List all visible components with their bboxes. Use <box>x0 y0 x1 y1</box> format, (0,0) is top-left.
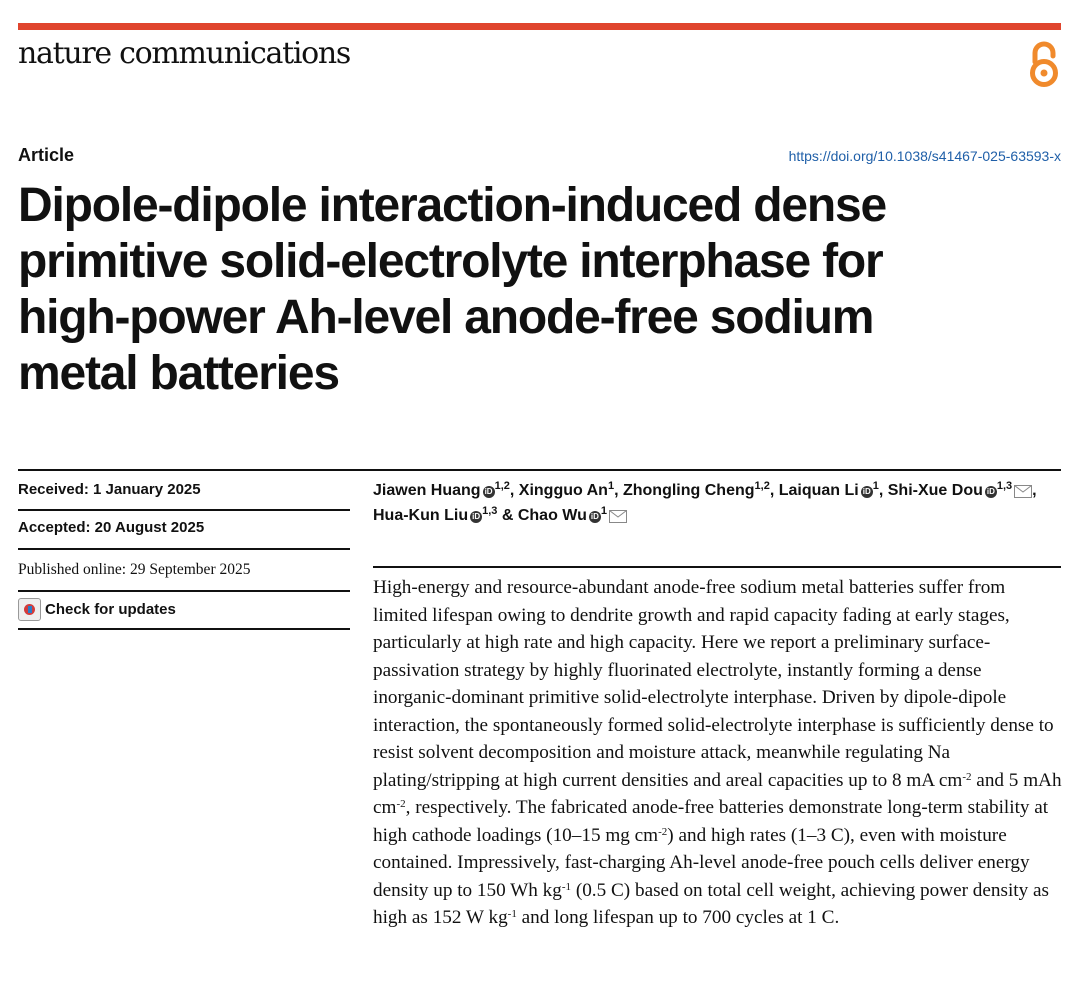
article-title <box>18 178 1058 402</box>
journal-name: nature communications <box>18 36 351 71</box>
author-name: Laiquan Li <box>778 482 859 499</box>
title-line: primitive solid-electrolyte interphase for <box>18 235 883 288</box>
author-separator: , <box>614 482 619 499</box>
article-type: Article <box>18 145 75 165</box>
open-access-icon <box>1026 40 1062 88</box>
author[interactable] <box>519 482 619 499</box>
author-separator: , <box>1032 482 1037 499</box>
check-updates-icon <box>18 598 41 621</box>
author[interactable] <box>518 507 627 524</box>
check-updates-label: Check for updates <box>45 601 176 618</box>
published-date: Published online: 29 September 2025 <box>18 561 251 578</box>
orcid-icon[interactable]: iD <box>862 487 871 496</box>
author-name: Xingguo An <box>518 482 608 499</box>
divider <box>18 469 1061 471</box>
author-name: Hua-Kun Liu <box>373 507 469 524</box>
orcid-icon[interactable]: iD <box>590 512 599 521</box>
divider <box>18 628 350 630</box>
doi-link[interactable]: https://doi.org/10.1038/s41467-025-63593-x <box>788 148 1061 164</box>
author-name: Shi-Xue Dou <box>887 482 983 499</box>
email-icon[interactable] <box>609 510 627 523</box>
author-name: Jiawen Huang <box>373 482 481 499</box>
orcid-icon[interactable]: iD <box>472 512 481 521</box>
divider <box>373 566 1061 568</box>
check-for-updates-button[interactable] <box>18 598 176 621</box>
author[interactable] <box>373 507 513 524</box>
title-line: Dipole-dipole interaction-induced dense <box>18 179 886 232</box>
divider <box>18 548 350 550</box>
author-name: Zhongling Cheng <box>622 482 755 499</box>
author-separator: & <box>497 507 514 524</box>
author-affiliation: 1 <box>872 480 879 492</box>
header-accent-bar <box>18 23 1061 30</box>
accepted-date: Accepted: 20 August 2025 <box>18 519 205 536</box>
divider <box>18 590 350 592</box>
abstract: High-energy and resource-abundant anode-free sodium metal batteries suffer from limited lifespan owing to dendrite growth and rapid capacity fading at early stages, particularly at high rate and high capacity. Here we report a preliminary surface-passivation strategy by highly fluorinated electrolyte, instantly forming a dense inorganic-dominant primitive solid-electrolyte interphase. Driven by dipole-dipole interaction, the spontaneously formed solid-electrolyte interphase is sufficiently dense to resist solvent decomposition and moisture attack, meanwhile regulating Na plating/stripping at high current densities and areal capacities up to 8 mA $cm^{-2}$ and 5 mAh $cm^{-2}$, respectively. The fabricated anode-free batteries demonstrate long-term stability at high cathode loadings (10–15 mg $cm^{-2}$) and high rates (1–3 C), even with moisture contained. Impressively, fast-charging Ah-level anode-free pouch cells deliver energy density up to 150 Wh $kg^{-1}$ (0.5 C) based on total cell weight, achieving power density as high as 152 W $kg^{-1}$ and long lifespan up to 700 cycles at 1 C. <box>373 577 1062 928</box>
email-icon[interactable] <box>1014 485 1032 498</box>
title-line: high-power Ah-level anode-free sodium <box>18 291 874 344</box>
author-name: Chao Wu <box>517 507 587 524</box>
author-separator: , <box>878 482 884 499</box>
author[interactable] <box>373 482 514 499</box>
author-list <box>373 478 1063 528</box>
author-separator: , <box>769 482 775 499</box>
author-affiliation: 1,3 <box>996 480 1013 492</box>
author-affiliation: 1,2 <box>754 480 770 492</box>
author[interactable] <box>779 482 884 499</box>
author-affiliation: 1 <box>600 505 607 517</box>
divider <box>18 509 350 511</box>
author-affiliation: 1 <box>607 480 615 492</box>
author-affiliation: 1,2 <box>494 480 510 492</box>
orcid-icon[interactable]: iD <box>484 487 493 496</box>
orcid-icon[interactable]: iD <box>986 487 995 496</box>
author-separator: , <box>509 482 515 499</box>
received-date: Received: 1 January 2025 <box>18 481 201 498</box>
author[interactable] <box>623 482 774 499</box>
author[interactable] <box>888 482 1037 499</box>
author-affiliation: 1,3 <box>482 505 498 517</box>
title-line: metal batteries <box>18 347 339 400</box>
